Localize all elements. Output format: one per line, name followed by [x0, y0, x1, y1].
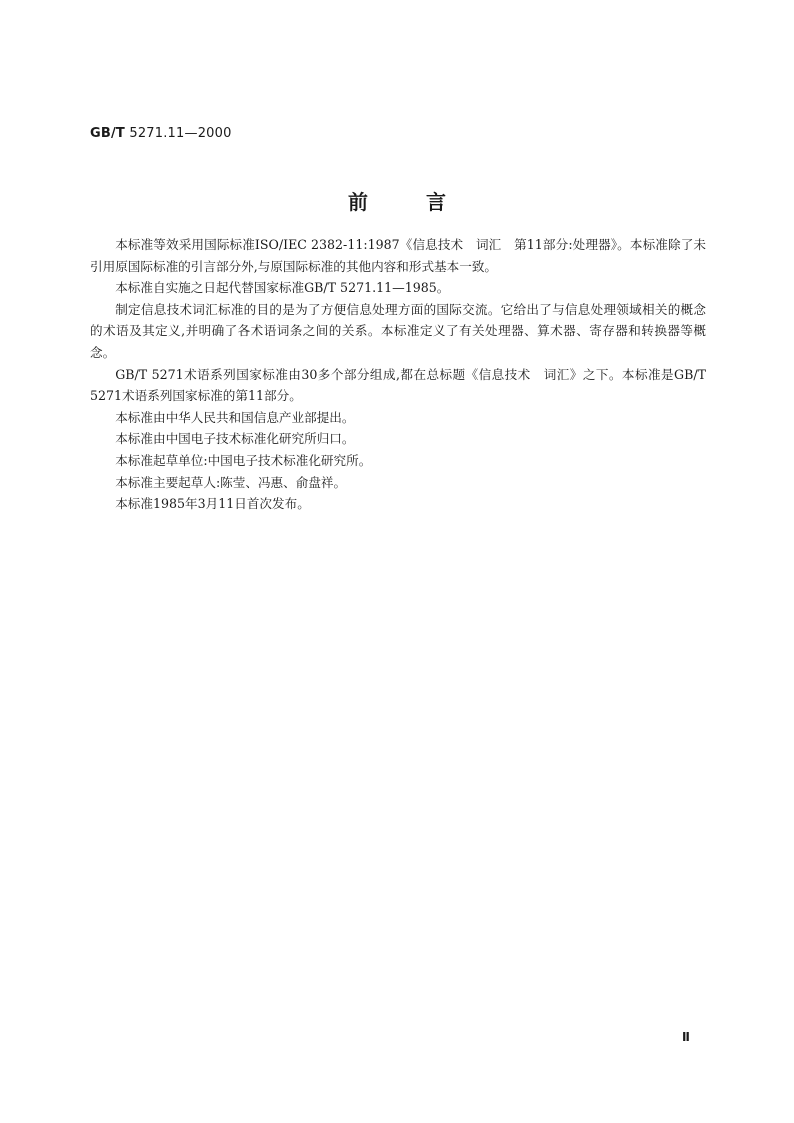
- paragraph-proposer: 本标准由中华人民共和国信息产业部提出。: [115, 409, 355, 425]
- page-number: Ⅱ: [682, 1030, 690, 1044]
- paragraph-drafting-unit: 本标准起草单位:中国电子技术标准化研究所。: [115, 452, 372, 468]
- paragraph-administrator: 本标准由中国电子技术标准化研究所归口。: [115, 431, 355, 447]
- document-code-number: 5271.11—2000: [129, 126, 232, 141]
- paragraph-series: GB/T 5271术语系列国家标准由30多个部分组成,都在总标题《信息技术 词汇》之下。本标准是GB/T 5271术语系列国家标准的第11部分。: [90, 366, 706, 404]
- paragraph-adoption: 本标准等效采用国际标准ISO/IEC 2382-11:1987《信息技术 词汇 第11部分:处理器》。本标准除了未引用原国际标准的引言部分外,与原国际标准的其他内容和形式基本一致。: [90, 237, 706, 274]
- document-code-prefix: GB/T: [90, 126, 125, 141]
- paragraph-first-release: 本标准1985年3月11日首次发布。: [115, 496, 310, 512]
- paragraph-drafters: 本标准主要起草人:陈莹、冯惠、俞盘祥。: [115, 474, 347, 490]
- paragraph-purpose: 制定信息技术词汇标准的目的是为了方便信息处理方面的国际交流。它给出了与信息处理领域相关的概念的术语及其定义,并明确了各术语词条之间的关系。本标准定义了有关处理器、算术器、寄存器和转换器等概念。: [90, 301, 706, 360]
- paragraph-replacement: 本标准自实施之日起代替国家标准GB/T 5271.11—1985。: [115, 280, 450, 296]
- page-title-char-2: 言: [426, 190, 446, 214]
- document-code: [90, 126, 232, 141]
- page-title: [0, 186, 794, 215]
- page-title-char-1: 前: [348, 190, 368, 214]
- foreword-body: [90, 234, 706, 515]
